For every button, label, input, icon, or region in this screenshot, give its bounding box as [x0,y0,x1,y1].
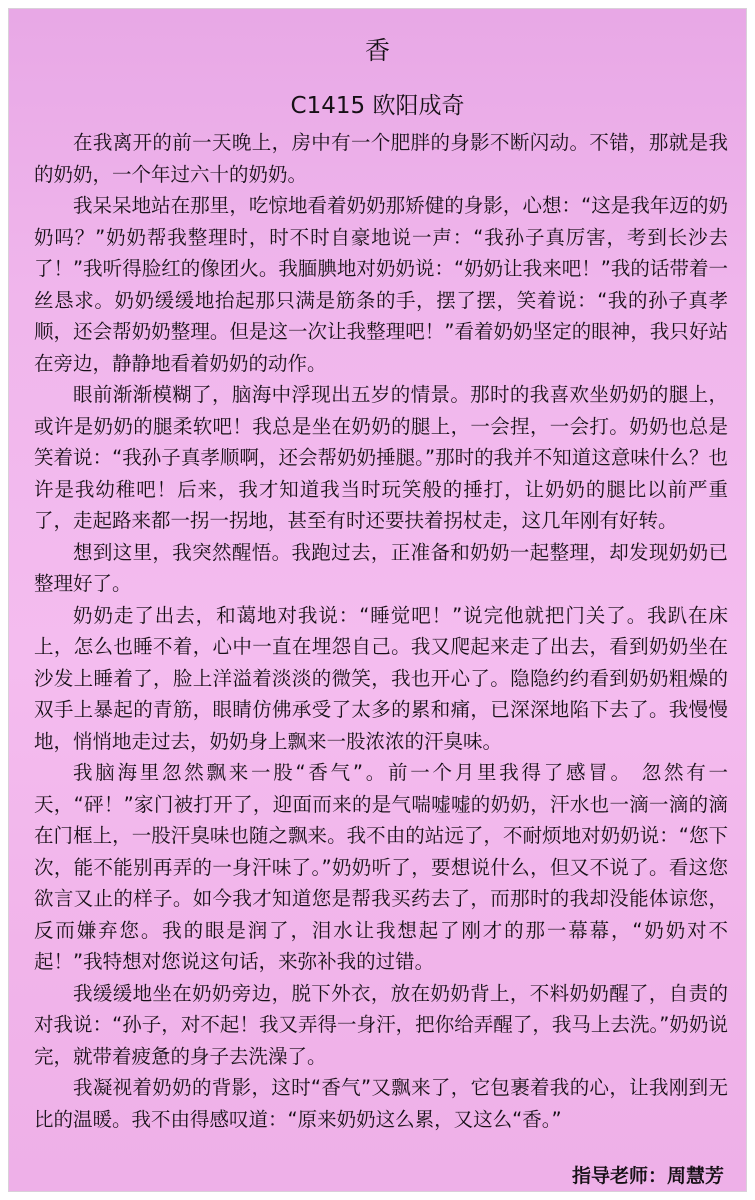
teacher-line: 指导老师：周慧芳 [571,1165,724,1187]
essay-sheet [8,8,747,1192]
paragraph: 奶奶走了出去，和蔼地对我说：“睡觉吧！”说完他就把门关了。我趴在床上，怎么也睡不着，心中一直在埋怨自己。我又爬起来走了出去，看到奶奶坐在沙发上睡着了，脸上洋溢着淡淡的微笑，我也开心了。隐隐约约看到奶奶粗燥的双手上暴起的青筋，眼睛仿佛承受了太多的累和痛，已深深地陷下去了。我慢慢地，悄悄地走过去，奶奶身上飘来一股浓浓的汗臭味。 [34,603,728,753]
paragraph: 在我离开的前一天晚上，房中有一个肥胖的身影不断闪动。不错，那就是我的奶奶，一个年过六十的奶奶。 [34,131,728,186]
paragraph: 眼前渐渐模糊了，脑海中浮现出五岁的情景。那时的我喜欢坐奶奶的腿上，或许是奶奶的腿柔软吧！我总是坐在奶奶的腿上，一会捏，一会打。奶奶也总是笑着说：“我孙子真孝顺啊，还会帮奶奶捶腿。”那时的我并不知道这意味什么？也许是我幼稚吧！后来，我才知道我当时玩笑般的捶打，让奶奶的腿比以前严重了，走起路来都一拐一拐地，甚至有时还要扶着拐杖走，这几年刚有好转。 [34,383,728,532]
paragraph: 想到这里，我突然醒悟。我跑过去，正准备和奶奶一起整理，却发现奶奶已整理好了。 [34,540,728,595]
paragraph: 我呆呆地站在那里，吃惊地看着奶奶那矫健的身影，心想：“这是我年迈的奶奶吗？”奶奶帮我整理时，时不时自豪地说一声：“我孙子真厉害，考到长沙去了！”我听得脸红的像团火。我腼腆地对奶奶说：“奶奶让我来吧！”我的话带着一丝恳求。奶奶缓缓地抬起那只满是筋条的手，摆了摆，笑着说：“我的孙子真孝顺，还会帮奶奶整理。但是这一次让我整理吧！”看着奶奶坚定的眼神，我只好站在旁边，静静地看着奶奶的动作。 [34,194,728,375]
essay-body [34,127,728,1135]
author-line: C1415 欧阳成奇 [290,93,465,119]
paragraph: 我缓缓地坐在奶奶旁边，脱下外衣，放在奶奶背上，不料奶奶醒了，自责的对我说：“孙子，对不起！我又弄得一身汗，把你给弄醒了，我马上去洗。”奶奶说完，就带着疲惫的身子去洗澡了。 [34,981,728,1068]
paragraph: 我脑海里忽然飘来一股“香气”。前一个月里我得了感冒。 忽然有一天，“砰！”家门被打开了，迎面而来的是气喘嘘嘘的奶奶，汗水也一滴一滴的滴在门框上，一股汗臭味也随之飘来。我不由的站远了，不耐烦地对奶奶说：“您下次，能不能别再弄的一身汗味了。”奶奶听了，要想说什么，但又不说了。看这您欲言又止的样子。如今我才知道您是帮我买药去了，而那时的我却没能体谅您，反而嫌弃您。我的眼是润了，泪水让我想起了刚才的那一幕幕，“奶奶对不起！”我特想对您说这句话，来弥补我的过错。 [34,761,728,973]
paragraph: 我凝视着奶奶的背影，这时“香气”又飘来了，它包裹着我的心，让我刚到无比的温暖。我不由得感叹道：“原来奶奶这么累，又这么“香。” [34,1076,728,1131]
essay-title: 香 [364,36,390,65]
